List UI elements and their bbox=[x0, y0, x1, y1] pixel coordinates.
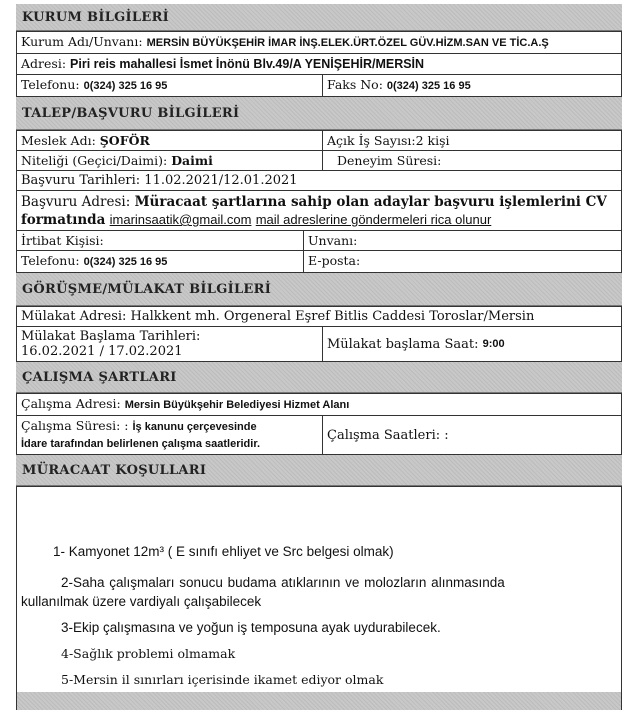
kurum-telefon-value: 0(324) 325 16 95 bbox=[83, 80, 168, 92]
talep-meslek-row bbox=[16, 130, 622, 151]
section-header-kurum: KURUM BİLGİLERİ bbox=[16, 4, 622, 31]
mulakat-tarih-value: 16.02.2021 / 17.02.2021 bbox=[21, 344, 183, 359]
basvuru-adres-format: formatında bbox=[21, 212, 106, 228]
nitelik-value: Daimi bbox=[171, 153, 213, 168]
basvuru-adres-label: Başvuru Adresi: bbox=[21, 194, 131, 210]
calisma-adres-value: Mersin Büyükşehir Belediyesi Hizmet Alanı bbox=[124, 399, 350, 411]
kurum-adres-label: Adresi: bbox=[21, 56, 67, 71]
basvuru-adres-tail: mail adreslerine göndermeleri rica olunur bbox=[255, 212, 492, 227]
gorusme-adres-row bbox=[16, 306, 622, 327]
kurum-faks-value: 0(324) 325 16 95 bbox=[386, 80, 471, 92]
kurum-faks-label: Faks No: bbox=[327, 77, 383, 92]
talep-telefon-label: Telefonu: bbox=[21, 253, 80, 268]
section-header-calisma: ÇALIŞMA ŞARTLARI bbox=[16, 362, 622, 393]
unvani: Unvanı: bbox=[303, 231, 621, 250]
gorusme-tarih-row bbox=[16, 327, 622, 362]
meslek-label: Meslek Adı: bbox=[21, 133, 96, 148]
section-header-talep: TALEP/BAŞVURU BİLGİLERİ bbox=[16, 97, 622, 130]
muracaat-kosullari-body bbox=[16, 486, 622, 692]
basvuru-tarihleri: Başvuru Tarihleri: 11.02.2021/12.01.2021 bbox=[21, 173, 298, 188]
job-posting-document bbox=[16, 0, 622, 710]
section-header-gorusme: GÖRÜŞME/MÜLAKAT BİLGİLERİ bbox=[16, 273, 622, 306]
mulakat-adresi: Mülakat Adresi: Halkkent mh. Orgeneral Eşref Bitlis Caddesi Toroslar/Mersin bbox=[21, 309, 535, 324]
calisma-sure-label: Çalışma Süresi: : bbox=[21, 418, 129, 433]
talep-tarih-row bbox=[16, 171, 622, 191]
mulakat-saat-label: Mülakat başlama Saat: bbox=[327, 336, 479, 352]
kurum-ad-label: Kurum Adı/Unvanı: bbox=[21, 34, 143, 49]
calisma-saatleri: Çalışma Saatleri: : bbox=[322, 416, 621, 454]
kurum-adres-row bbox=[16, 54, 622, 75]
eposta: E-posta: bbox=[303, 251, 621, 272]
calisma-adres-row bbox=[16, 393, 622, 416]
kurum-telefon-row bbox=[16, 75, 622, 97]
irtibat-kisisi: İrtibat Kişisi: bbox=[21, 233, 104, 248]
calisma-sure-value-2: İdare tarafından belirlenen çalışma saatleridir. bbox=[21, 438, 261, 450]
calisma-sure-row bbox=[16, 416, 622, 455]
talep-irtibat-row bbox=[16, 231, 622, 251]
kurum-telefon-label: Telefonu: bbox=[21, 77, 80, 92]
meslek-value: ŞOFÖR bbox=[99, 133, 150, 148]
kosul-1: 1- Kamyonet 12m³ ( E sınıfı ehliyet ve Src belgesi olmak) bbox=[53, 544, 394, 559]
talep-adres-row bbox=[16, 191, 622, 231]
kosul-3: 3-Ekip çalışmasına ve yoğun iş temposuna ayak uydurabilecek. bbox=[61, 620, 441, 635]
kosul-2-cont: kullanılmak üzere vardiyalı çalışabilecek bbox=[21, 594, 262, 609]
deneyim-suresi: Deneyim Süresi: bbox=[322, 151, 621, 170]
acik-is-sayisi: Açık İş Sayısı:2 kişi bbox=[322, 131, 621, 150]
talep-nitelik-row bbox=[16, 151, 622, 171]
kurum-adres-value: Piri reis mahallesi İsmet İnönü Blv.49/A YENİŞEHİR/MERSİN bbox=[70, 57, 425, 71]
mulakat-saat-value: 9:00 bbox=[482, 337, 505, 350]
talep-telefon-value: 0(324) 325 16 95 bbox=[83, 256, 168, 268]
section-header-muracaat: MÜRACAAT KOŞULLARI bbox=[16, 455, 622, 486]
basvuru-email-link[interactable]: imarinsaatik@gmail.com bbox=[109, 212, 252, 227]
mulakat-tarih-label: Mülakat Başlama Tarihleri: bbox=[21, 329, 201, 344]
document-footer-bar bbox=[16, 692, 622, 710]
kurum-ad-row bbox=[16, 31, 622, 54]
nitelik-label: Niteliği (Geçici/Daimi): bbox=[21, 153, 168, 168]
calisma-adres-label: Çalışma Adresi: bbox=[21, 396, 121, 411]
kosul-5: 5-Mersin il sınırları içerisinde ikamet ediyor olmak bbox=[61, 672, 384, 687]
calisma-sure-value-1: İş kanunu çerçevesinde bbox=[132, 421, 257, 433]
kosul-2: 2-Saha çalışmaları sonucu budama atıklarının ve molozların alınmasında bbox=[61, 575, 505, 590]
basvuru-adres-value: Müracaat şartlarına sahip olan adaylar başvuru işlemlerini CV bbox=[134, 194, 607, 210]
kurum-ad-value: MERSİN BÜYÜKŞEHİR İMAR İNŞ.ELEK.ÜRT.ÖZEL GÜV.HİZM.SAN VE TİC.A.Ş bbox=[146, 37, 549, 49]
kosul-4: 4-Sağlık problemi olmamak bbox=[61, 646, 236, 661]
talep-telefon-row bbox=[16, 251, 622, 273]
